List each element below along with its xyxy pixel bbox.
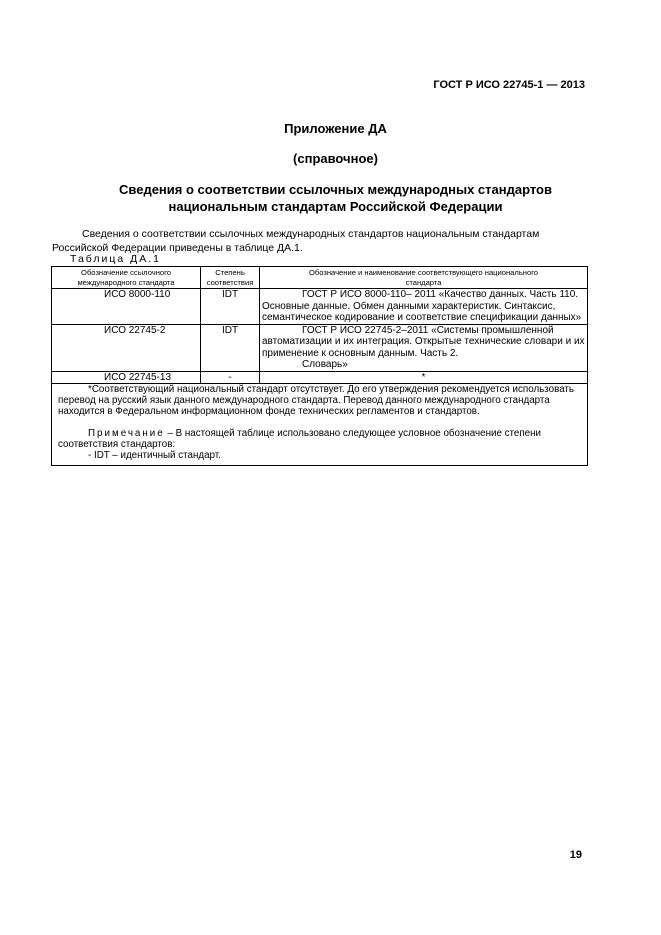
row-national-standard: * [260,371,588,383]
document-code: ГОСТ Р ИСО 22745-1 — 2013 [433,79,585,91]
page-number: 19 [569,849,582,861]
header-ref-standard [52,267,201,289]
row-national-text: ГОСТ Р ИСО 22745-2–2011 «Системы промышленной автоматизации и их интеграция. Открытые технические словари и их применение к основным данным. Часть 2. [262,324,585,359]
table-footnote-row [52,383,588,465]
row-ref-standard: ИСО 22745-2 [52,324,201,371]
table-row [52,371,588,383]
table-caption: Таблица ДА.1 [70,253,161,265]
row-ref-standard: ИСО 8000-110 [52,289,201,325]
row-degree: - [201,371,260,383]
intro-paragraph: Сведения о соответствии ссылочных международных стандартов национальным стандартам Российской Федерации приведены в таблице ДА.1. [52,228,540,254]
header-degree-line2: соответствия [206,277,254,287]
table-row [52,324,588,371]
note-label: Примечание [88,427,165,439]
section-title-line1: Сведения о соответствии ссылочных международных стандартов [119,182,552,197]
table-note [58,428,584,450]
section-title [0,181,661,215]
row-degree: IDT [201,289,260,325]
section-title-line2: национальным стандартам Российской Федерации [168,199,503,214]
header-ref-line2: международного стандарта [77,277,175,287]
footnote-text: *Соответствующий национальный стандарт отсутствует. До его утверждения рекомендуется использовать перевод на русский язык данного международного стандарта. Перевод данного международного стандарта находится в Федеральном информационном фонде технических регламентов и стандартов. [58,383,575,417]
row-national-text: ГОСТ Р ИСО 8000-110– 2011 «Качество данных. Часть 110. Основные данные. Обмен данными характеристик. Синтаксис, семантическое кодирование и соответствие спецификации данных» [262,289,582,323]
header-degree [201,267,260,289]
row-ref-standard: ИСО 22745-13 [52,371,201,383]
header-national-standard [260,267,588,289]
row-national-standard [260,289,588,325]
correspondence-table [51,266,588,466]
table-row [52,289,588,325]
annex-subtitle: (справочное) [293,151,378,166]
header-ref-line1: Обозначение ссылочного [81,267,171,277]
header-national-line1: Обозначение и наименование соответствующего национального [308,267,539,277]
row-national-standard [260,324,588,371]
annex-title: Приложение ДА [284,121,387,136]
header-national-line2: стандарта [405,277,442,287]
row-national-text-end: Словарь» [302,359,348,370]
note-text: – В настоящей таблице использовано следующее условное обозначение степени соответствия стандартов: [58,427,541,450]
row-degree: IDT [201,324,260,371]
header-degree-line1: Степень [215,267,245,277]
note-item: - IDT – идентичный стандарт. [88,449,221,461]
table-footnote [52,383,588,465]
table-header-row [52,267,588,289]
